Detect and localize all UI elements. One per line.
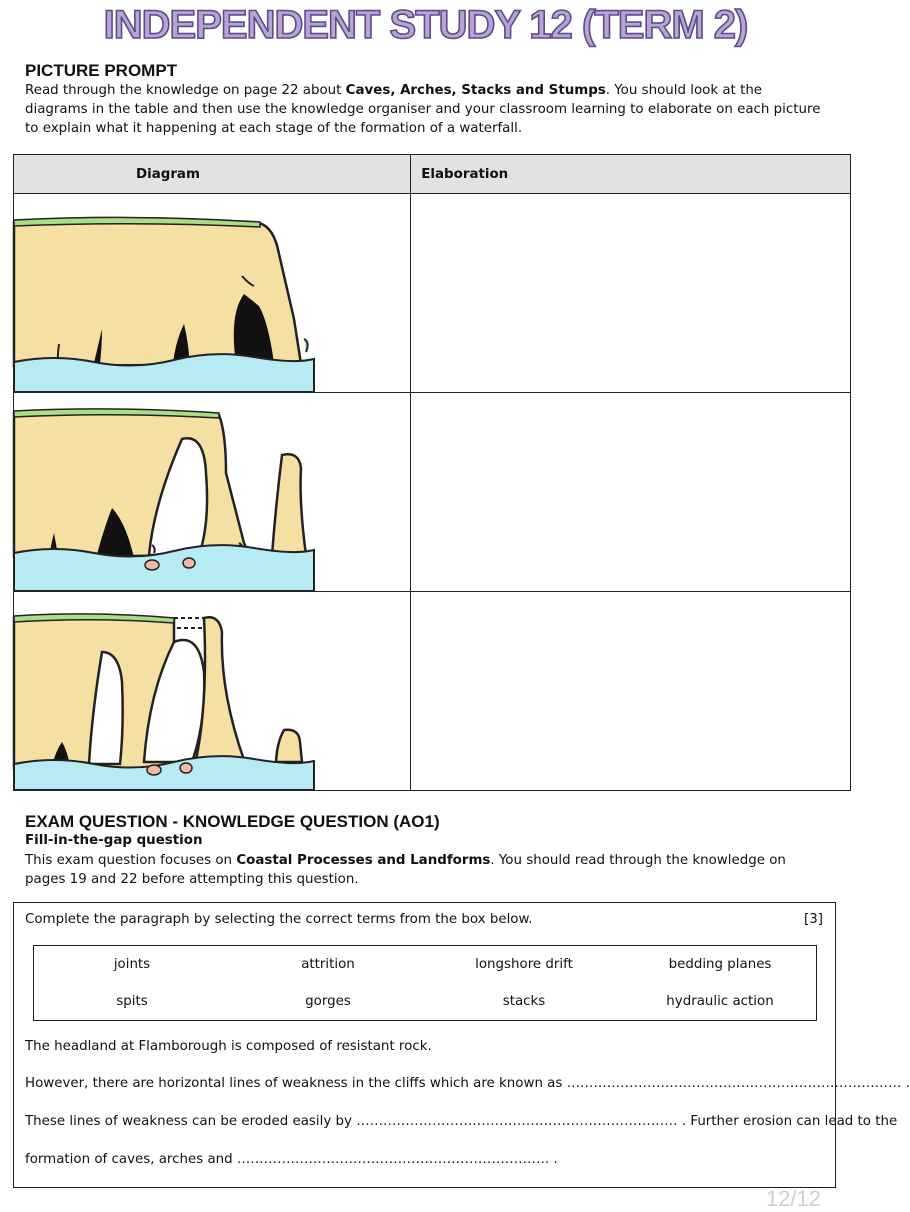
- word-bank-item: bedding planes: [668, 957, 772, 972]
- picture-prompt-heading: PICTURE PROMPT: [25, 61, 178, 80]
- word-bank-item: stacks: [502, 994, 546, 1009]
- elaboration-cell-2[interactable]: [411, 393, 851, 592]
- paragraph-line-1: The headland at Flamborough is composed of resistant rock.: [25, 1039, 432, 1054]
- paragraph-line-3[interactable]: These lines of weakness can be eroded easily by ……………………………………………………………… . Further erosion can lead to the: [25, 1114, 898, 1129]
- diagram-cave: [14, 194, 411, 393]
- table-row: [14, 592, 851, 791]
- paragraph-line-2[interactable]: However, there are horizontal lines of weakness in the cliffs which are known as ………………………………………………………………… .: [25, 1076, 910, 1091]
- table-row: [14, 393, 851, 592]
- elaboration-cell-1[interactable]: [411, 194, 851, 393]
- picture-table: [13, 154, 851, 791]
- word-bank-item: joints: [113, 957, 151, 972]
- word-bank-item: spits: [116, 994, 148, 1009]
- paragraph-line-4[interactable]: formation of caves, arches and ……………………………………………………………. .: [25, 1152, 558, 1167]
- word-bank-item: gorges: [305, 994, 351, 1009]
- exam-subheading: Fill-in-the-gap question: [25, 833, 203, 848]
- question-text: Complete the paragraph by selecting the correct terms from the box below.: [25, 912, 533, 927]
- elaboration-column-header: Elaboration: [411, 155, 851, 194]
- page-number: 12/12: [765, 1186, 821, 1211]
- word-bank: [33, 945, 817, 1021]
- exam-question-box: [13, 902, 910, 1188]
- exam-heading: EXAM QUESTION - KNOWLEDGE QUESTION (AO1): [25, 812, 440, 831]
- picture-prompt-text: Read through the knowledge on page 22 about Caves, Arches, Stacks and Stumps. You should look at the diagrams in the table and then use the knowledge organiser and your classroom learning to elaborate on each picture to explain what it happening at each stage of the formation of a waterfall.: [25, 83, 821, 136]
- word-bank-item: attrition: [301, 957, 355, 972]
- elaboration-cell-3[interactable]: [411, 592, 851, 791]
- word-bank-item: longshore drift: [475, 957, 573, 972]
- diagram-stack-stump: [14, 592, 411, 791]
- diagram-arch: [14, 393, 411, 592]
- page-title: INDEPENDENT STUDY 12 (TERM 2): [103, 3, 748, 47]
- table-row: [14, 194, 851, 393]
- marks-label: [3]: [804, 912, 823, 927]
- exam-intro-text: This exam question focuses on Coastal Processes and Landforms. You should read through the knowledge on pages 19 and 22 before attempting this question.: [25, 853, 786, 887]
- diagram-column-header: Diagram: [14, 155, 411, 194]
- word-bank-item: hydraulic action: [666, 994, 774, 1009]
